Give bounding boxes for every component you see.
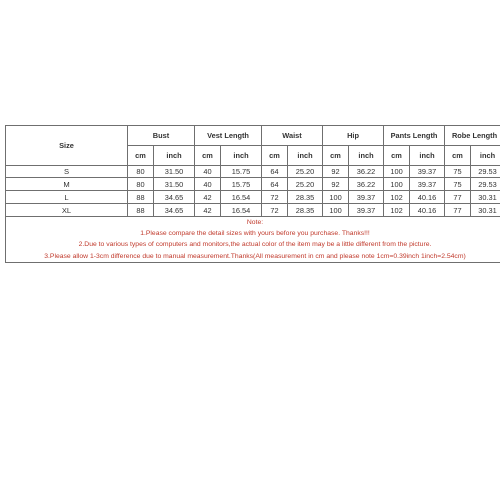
unit-header: cm	[323, 146, 349, 166]
value-cell: 34.65	[154, 191, 195, 204]
value-cell: 100	[323, 191, 349, 204]
unit-header: inch	[154, 146, 195, 166]
value-cell: 28.35	[288, 191, 323, 204]
header-waist: Waist	[262, 126, 323, 146]
value-cell: 31.50	[154, 178, 195, 191]
value-cell: 75	[445, 166, 471, 178]
unit-header: inch	[221, 146, 262, 166]
value-cell: 42	[195, 204, 221, 217]
unit-header: inch	[349, 146, 384, 166]
value-cell: 36.22	[349, 178, 384, 191]
value-cell: 40	[195, 166, 221, 178]
value-cell: 100	[384, 178, 410, 191]
value-cell: 102	[384, 204, 410, 217]
table-row	[6, 178, 500, 191]
table-row	[6, 191, 500, 204]
size-cell: M	[6, 178, 128, 191]
value-cell: 72	[262, 191, 288, 204]
value-cell: 64	[262, 178, 288, 191]
value-cell: 40	[195, 178, 221, 191]
note-line: 1.Please compare the detail sizes with yours before you purchase. Thanks!!!	[140, 230, 370, 238]
unit-header: cm	[384, 146, 410, 166]
value-cell: 72	[262, 204, 288, 217]
value-cell: 25.20	[288, 178, 323, 191]
value-cell: 39.37	[410, 166, 445, 178]
note-heading: Note:	[246, 219, 264, 226]
size-table	[5, 125, 500, 263]
value-cell: 28.35	[288, 204, 323, 217]
value-cell: 36.22	[349, 166, 384, 178]
value-cell: 77	[445, 191, 471, 204]
value-cell: 77	[445, 204, 471, 217]
value-cell: 75	[445, 178, 471, 191]
header-robe-length: Robe Length	[445, 126, 500, 146]
value-cell: 30.31	[471, 204, 500, 217]
unit-header: cm	[262, 146, 288, 166]
value-cell: 39.37	[349, 204, 384, 217]
value-cell: 39.37	[349, 191, 384, 204]
value-cell: 40.16	[410, 191, 445, 204]
unit-header: cm	[128, 146, 154, 166]
value-cell: 15.75	[221, 178, 262, 191]
value-cell: 25.20	[288, 166, 323, 178]
size-header: Size	[6, 126, 128, 166]
header-pants-length: Pants Length	[384, 126, 445, 146]
value-cell: 100	[384, 166, 410, 178]
value-cell: 29.53	[471, 166, 500, 178]
value-cell: 92	[323, 166, 349, 178]
note-line: 3.Please allow 1-3cm difference due to manual measurement.Thanks(All measurement in cm and please note 1cm=0.39inch 1inch=2.54cm)	[44, 252, 466, 260]
size-cell: XL	[6, 204, 128, 217]
value-cell: 39.37	[410, 178, 445, 191]
unit-header: cm	[195, 146, 221, 166]
table-row	[6, 204, 500, 217]
value-cell: 16.54	[221, 191, 262, 204]
header-row-groups	[6, 126, 500, 146]
value-cell: 31.50	[154, 166, 195, 178]
value-cell: 80	[128, 166, 154, 178]
notes-row	[6, 217, 500, 263]
value-cell: 100	[323, 204, 349, 217]
value-cell: 92	[323, 178, 349, 191]
notes-cell	[6, 217, 500, 263]
value-cell: 40.16	[410, 204, 445, 217]
value-cell: 30.31	[471, 191, 500, 204]
value-cell: 42	[195, 191, 221, 204]
size-cell: L	[6, 191, 128, 204]
value-cell: 29.53	[471, 178, 500, 191]
note-line: 2.Due to various types of computers and monitors,the actual color of the item may be a little different from the picture.	[78, 241, 432, 249]
value-cell: 16.54	[221, 204, 262, 217]
unit-header: inch	[288, 146, 323, 166]
value-cell: 34.65	[154, 204, 195, 217]
unit-header: inch	[471, 146, 500, 166]
size-chart	[5, 125, 498, 263]
header-bust: Bust	[128, 126, 195, 146]
value-cell: 88	[128, 191, 154, 204]
table-row	[6, 166, 500, 178]
header-vest-length: Vest Length	[195, 126, 262, 146]
size-cell: S	[6, 166, 128, 178]
value-cell: 64	[262, 166, 288, 178]
value-cell: 102	[384, 191, 410, 204]
value-cell: 80	[128, 178, 154, 191]
unit-header: inch	[410, 146, 445, 166]
unit-header: cm	[445, 146, 471, 166]
header-hip: Hip	[323, 126, 384, 146]
value-cell: 88	[128, 204, 154, 217]
value-cell: 15.75	[221, 166, 262, 178]
